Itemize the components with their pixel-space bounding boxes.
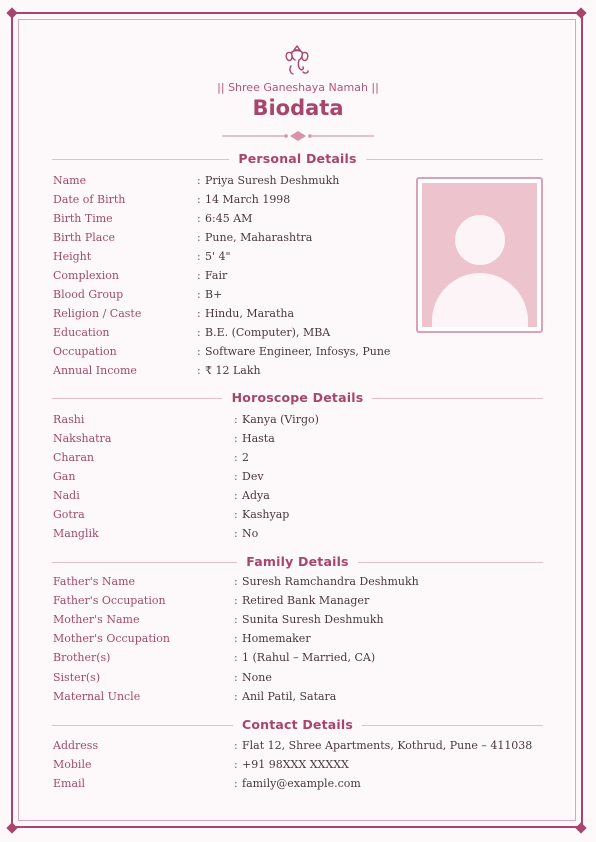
- detail-label: Height: [53, 250, 92, 263]
- detail-label: Blood Group: [53, 288, 124, 301]
- detail-value: Dev: [242, 470, 264, 483]
- detail-separator: :: [234, 470, 238, 483]
- detail-separator: :: [234, 451, 238, 464]
- detail-label: Gan: [53, 470, 76, 483]
- detail-separator: :: [234, 575, 238, 588]
- section-heading-horoscope: Horoscope Details: [52, 390, 543, 406]
- detail-value: 1 (Rahul – Married, CA): [242, 651, 376, 665]
- detail-separator: :: [234, 594, 238, 608]
- detail-separator: :: [234, 777, 238, 790]
- detail-label: Occupation: [53, 345, 117, 358]
- detail-value: Flat 12, Shree Apartments, Kothrud, Pune – 411038: [242, 739, 533, 752]
- detail-label: Name: [53, 174, 87, 187]
- detail-value: B.E. (Computer), MBA: [205, 326, 331, 339]
- detail-label: Address: [53, 739, 99, 752]
- title-ornament: [222, 130, 374, 142]
- profile-placeholder-icon: [422, 183, 537, 327]
- detail-value: B+: [205, 288, 223, 301]
- detail-separator: :: [197, 307, 201, 320]
- detail-separator: :: [197, 174, 201, 187]
- detail-separator: :: [197, 345, 201, 358]
- section-heading-contact: Contact Details: [52, 717, 543, 733]
- detail-value: 5' 4": [205, 250, 231, 263]
- detail-label: Annual Income: [53, 364, 137, 377]
- detail-label: Nadi: [53, 489, 80, 502]
- detail-value: Anil Patil, Satara: [242, 689, 337, 703]
- detail-label: Nakshatra: [53, 432, 112, 445]
- detail-value: family@example.com: [242, 777, 361, 790]
- detail-value: No: [242, 527, 259, 540]
- detail-label: Gotra: [53, 508, 85, 521]
- detail-label: Maternal Uncle: [53, 689, 141, 703]
- detail-value: Priya Suresh Deshmukh: [205, 174, 340, 187]
- profile-photo: [416, 177, 543, 333]
- detail-label: Email: [53, 777, 86, 790]
- ganesha-icon: [283, 44, 311, 76]
- detail-separator: :: [197, 231, 201, 244]
- section-heading-personal: Personal Details: [52, 151, 543, 167]
- detail-value: ₹ 12 Lakh: [205, 364, 261, 377]
- detail-label: Father's Name: [53, 575, 136, 588]
- detail-separator: :: [197, 326, 201, 339]
- detail-label: Mother's Occupation: [53, 632, 170, 646]
- detail-value: Fair: [205, 269, 228, 282]
- detail-separator: :: [234, 527, 238, 540]
- detail-value: Kashyap: [242, 508, 290, 521]
- detail-value: 2: [242, 451, 249, 464]
- detail-separator: :: [197, 212, 201, 225]
- detail-separator: :: [234, 689, 238, 703]
- detail-label: Date of Birth: [53, 193, 126, 206]
- detail-value: 6:45 AM: [205, 212, 253, 225]
- detail-value: Kanya (Virgo): [242, 413, 319, 426]
- detail-value: Suresh Ramchandra Deshmukh: [242, 575, 419, 588]
- detail-separator: :: [234, 651, 238, 665]
- detail-label: Mother's Name: [53, 613, 140, 627]
- detail-separator: :: [234, 739, 238, 752]
- detail-value: +91 98XXX XXXXX: [242, 758, 349, 771]
- detail-label: Complexion: [53, 269, 119, 282]
- detail-separator: :: [234, 670, 238, 684]
- detail-label: Charan: [53, 451, 94, 464]
- detail-value: Pune, Maharashtra: [205, 231, 313, 244]
- detail-label: Father's Occupation: [53, 594, 166, 608]
- detail-value: Adya: [242, 489, 270, 502]
- detail-separator: :: [234, 758, 238, 771]
- detail-separator: :: [234, 508, 238, 521]
- detail-value: Homemaker: [242, 632, 311, 646]
- detail-label: Mobile: [53, 758, 92, 771]
- detail-separator: :: [197, 193, 201, 206]
- detail-separator: :: [197, 364, 201, 377]
- detail-label: Religion / Caste: [53, 307, 142, 320]
- detail-separator: :: [234, 613, 238, 627]
- detail-label: Sister(s): [53, 670, 101, 684]
- detail-value: 14 March 1998: [205, 193, 291, 206]
- page-title: Biodata: [252, 96, 344, 120]
- detail-separator: :: [197, 288, 201, 301]
- shloka-text: || Shree Ganeshaya Namah ||: [217, 81, 379, 94]
- detail-value: Hasta: [242, 432, 275, 445]
- detail-label: Brother(s): [53, 651, 111, 665]
- detail-label: Birth Place: [53, 231, 116, 244]
- detail-label: Education: [53, 326, 110, 339]
- detail-label: Rashi: [53, 413, 85, 426]
- detail-separator: :: [197, 269, 201, 282]
- detail-value: Retired Bank Manager: [242, 594, 370, 608]
- detail-label: Manglik: [53, 527, 99, 540]
- detail-separator: :: [234, 632, 238, 646]
- detail-label: Birth Time: [53, 212, 113, 225]
- detail-value: Software Engineer, Infosys, Pune: [205, 345, 391, 358]
- section-heading-family: Family Details: [52, 554, 543, 570]
- detail-separator: :: [234, 489, 238, 502]
- detail-separator: :: [234, 432, 238, 445]
- detail-separator: :: [197, 250, 201, 263]
- detail-value: None: [242, 670, 272, 684]
- detail-separator: :: [234, 413, 238, 426]
- detail-value: Sunita Suresh Deshmukh: [242, 613, 384, 627]
- detail-value: Hindu, Maratha: [205, 307, 295, 320]
